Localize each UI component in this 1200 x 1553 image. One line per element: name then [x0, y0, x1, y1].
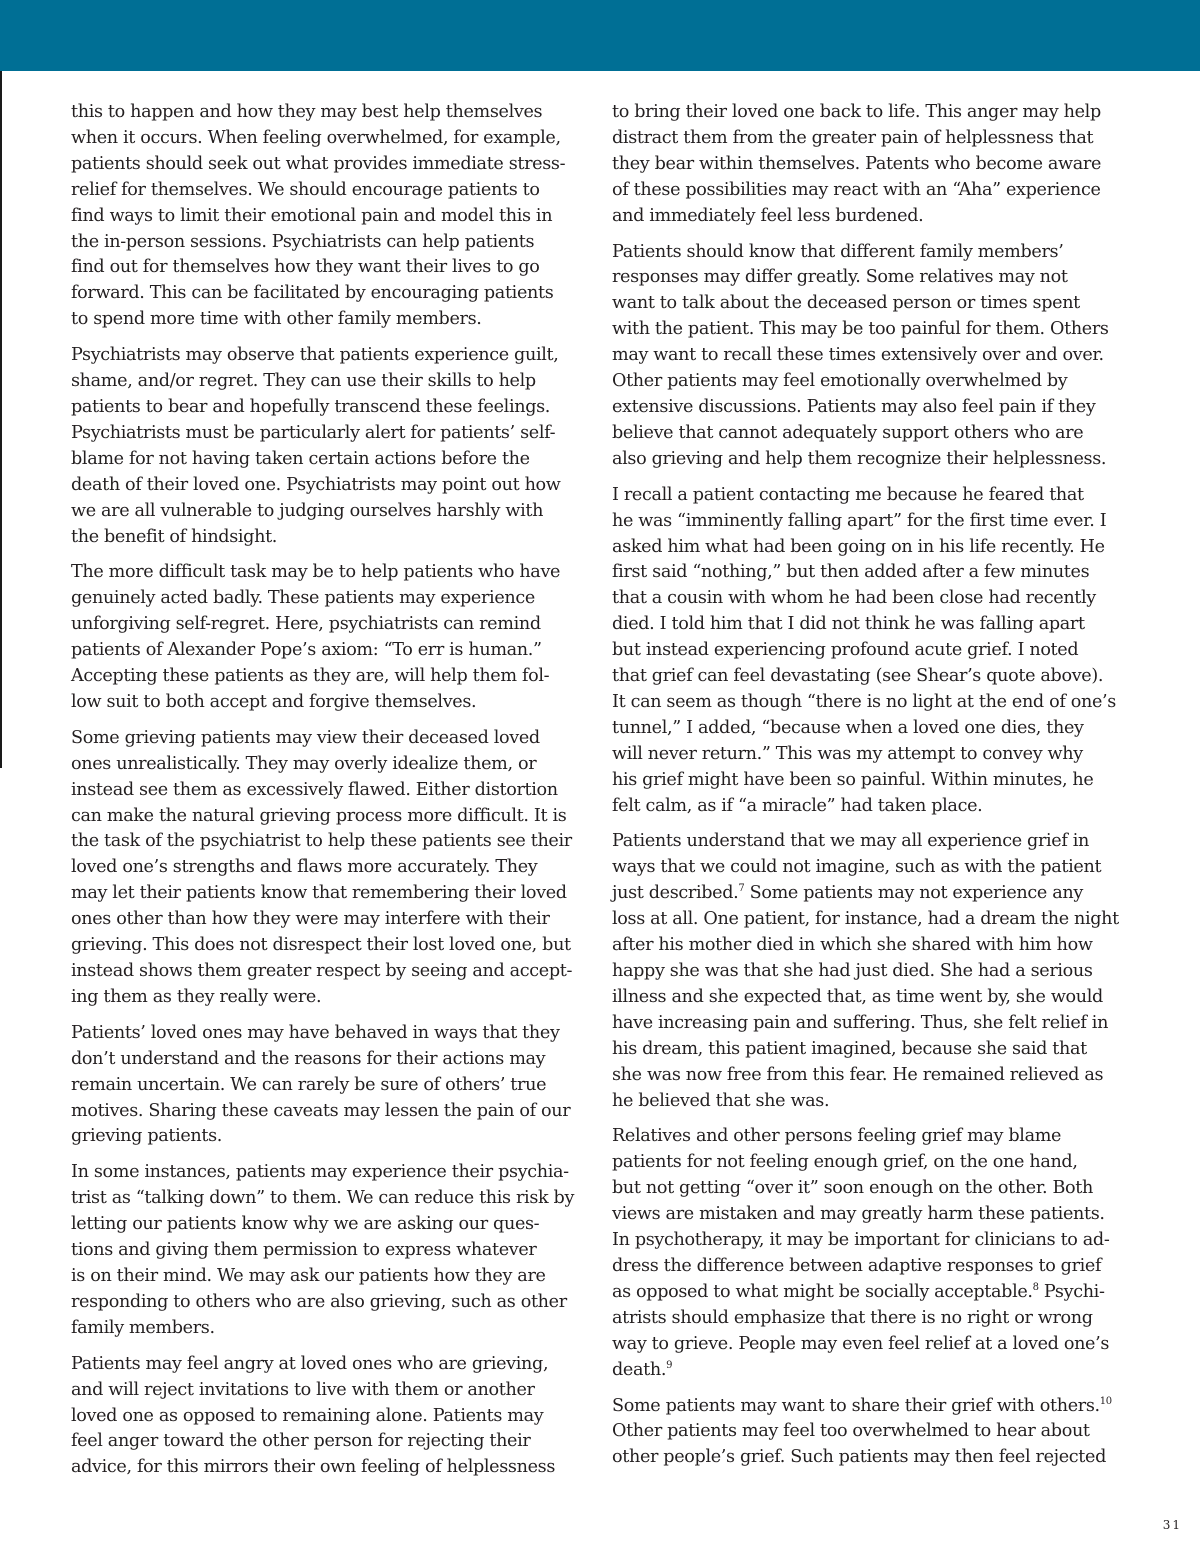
paragraph-text: Patients understand that we may all experience grief in ways that we could not imagine, such as with the patient just described. [612, 831, 1102, 904]
paragraph [612, 1124, 1132, 1383]
right-column [612, 100, 1132, 1481]
paragraph-text: Some patients may want to share their grief with others. [612, 1395, 1100, 1416]
footnote-ref: 10 [1099, 1395, 1112, 1407]
paragraph [612, 1394, 1132, 1472]
paragraph: In some instances, patients may experience their psychia- trist as “talking down” to them. We can reduce this risk by letting our patients know why we are asking our ques- tions and giving them permission to express whatever is on their mind. We may ask our patients how they are responding to others who are also grieving, such as other family members. [71, 1162, 575, 1338]
paragraph: Some grieving patients may view their deceased loved ones unrealistically. They may overly idealize them, or instead see them as excessively flawed. Either distortion can make the natural grieving process more difficult. It is the task of the psychiatrist to help these patients see their loved one’s strengths and flaws more accurately. They may let their patients know that remembering their loved ones other than how they were may interfere with their grieving. This does not disrespect their lost loved one, but instead shows them greater respect by seeing and accept- ing them as they really were. [71, 727, 573, 1007]
paragraph: I recall a patient contacting me because he feared that he was “imminently falling apart” for the first time ever. I asked him what had been going on in his life recently. He first said “nothing,” but then added after a few minutes that a cousin with whom he had been close had recently died. I told him that I did not think he was falling apart but instead experiencing profound acute grief. I noted that grief can feel devastating (see Shear’s quote above). It can seem as though “there is no light at the end of one’s tunnel,” I added, “because when a loved one dies, they will never return.” This was my attempt to convey why his grief might have been so painful. Within minutes, he felt calm, as if “a miracle” had taken place. [612, 484, 1116, 816]
paragraph-text: Some patients may not experience any loss at all. One patient, for instance, had a dream the night after his mother died in which she shared with him how happy she was that she had just died. She had a serious illness and she expected that, as time went by, she would have increasing pain and suffering. Thus, she felt relief in his dream, this patient imagined, because she said that she was now free from this fear. He remained relieved as he believed that she was. [612, 883, 1119, 1111]
paragraph-text: Relatives and other persons feeling grief may blame patients for not feeling enough grief, on the one hand, but not getting “over it” soon enough on the other. Both views are mistaken and may greatly harm these patients. In psychotherapy, it may be important for clinicians to ad- dress the difference between adaptive responses to grief as opposed to what might be socially acceptable. [612, 1126, 1110, 1302]
left-margin-rule [0, 71, 2, 768]
paragraph: The more difficult task may be to help patients who have genuinely acted badly. These patients may experience unforgiving self-regret. Here, psychiatrists can remind patients of Alexander Pope’s axiom: “To err is human.” Accepting these patients as they are, will help them fol- low suit to both accept and forgive themselves. [71, 562, 561, 712]
left-column [71, 100, 591, 1491]
footnote-ref: 8 [1032, 1282, 1039, 1294]
paragraph: Psychiatrists may observe that patients experience guilt, shame, and/or regret. They can use their skills to help patients to bear and hopefully transcend these feelings. Psychiatrists must be particularly alert for patients’ self- blame for not having taken certain actions before the death of their loved one. Psychiatrists may point out how we are all vulnerable to judging ourselves harshly with the benefit of hindsight. [71, 345, 561, 547]
paragraph: Patients may feel angry at loved ones who are grieving, and will reject invitations to live with them or another loved one as opposed to remaining alone. Patients may feel anger toward the other person for rejecting their advice, for this mirrors their own feeling of helplessness [71, 1353, 556, 1478]
paragraph-text: Other patients may feel too overwhelmed to hear about other people’s grief. Such patients may then feel rejected [612, 1421, 1106, 1468]
page-number: 31 [1162, 1518, 1182, 1532]
paragraph-text: Psychi- atrists should emphasize that there is no right or wrong way to grieve. People may even feel relief at a loved one’s death. [612, 1281, 1110, 1380]
paragraph: to bring their loved one back to life. This anger may help distract them from the greater pain of helplessness that they bear within themselves. Patents who become aware of these possibilities may react with an “Aha” experience and immediately feel less burdened. [612, 102, 1102, 226]
footnote-ref: 9 [666, 1359, 673, 1371]
paragraph: Patients’ loved ones may have behaved in ways that they don’t understand and the reasons for their actions may remain uncertain. We can rarely be sure of others’ true motives. Sharing these caveats may lessen the pain of our grieving patients. [71, 1022, 571, 1147]
footnote-ref: 7 [738, 883, 745, 895]
paragraph: this to happen and how they may best help themselves when it occurs. When feeling overwhelmed, for example, patients should seek out what provides immediate stress- relief for themselves. We should encourage patients to find ways to limit their emotional pain and model this in the in-person sessions. Psychiatrists can help patients find out for themselves how they want their lives to go forward. This can be facilitated by encouraging patients to spend more time with other family members. [71, 102, 566, 330]
header-band [0, 0, 1200, 71]
paragraph [612, 829, 1132, 1114]
paragraph: Patients should know that different family members’ responses may differ greatly. Some relatives may not want to talk about the deceased person or times spent with the patient. This may be too painful for them. Others may want to recall these times extensively over and over. Other patients may feel emotionally overwhelmed by extensive discussions. Patients may also feel pain if they believe that cannot adequately support others who are also grieving and help them recognize their helplessness. [612, 241, 1109, 469]
